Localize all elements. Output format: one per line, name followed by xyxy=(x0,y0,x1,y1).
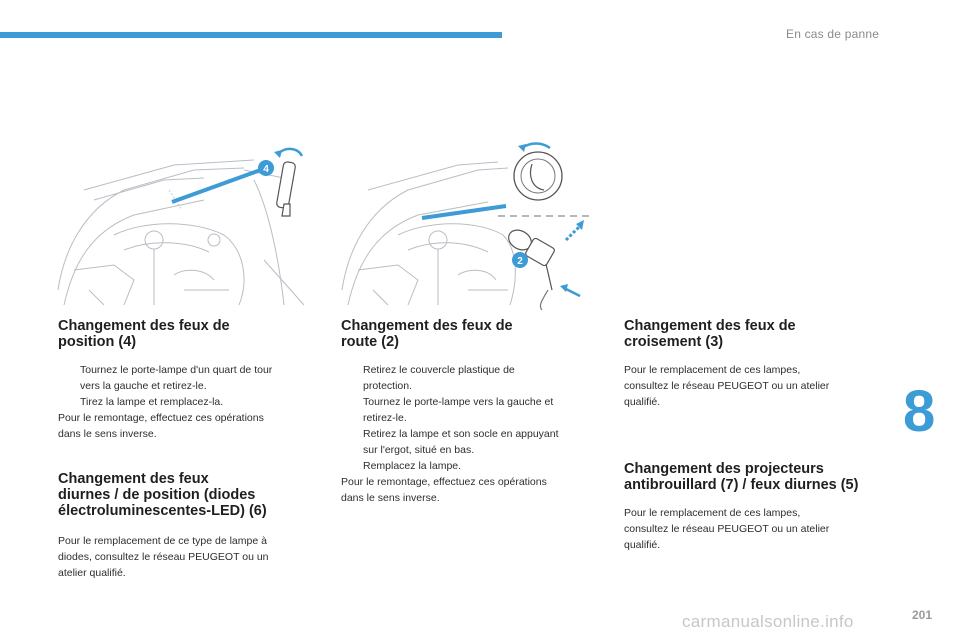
page-number: 201 xyxy=(912,608,933,622)
heading-fog-lamps: Changement des projecteurs antibrouillard (7) / feux diurnes (5) xyxy=(624,461,859,493)
bullet-item: Retirez la lampe et son socle en appuyant sur l'ergot, situé en bas. xyxy=(363,428,559,456)
heading-dipped-beam: Changement des feux de croisement (3) xyxy=(624,318,796,350)
illustration-position-lamp xyxy=(54,140,308,310)
bullet-item: Tournez le porte-lampe vers la gauche et retirez-le. xyxy=(363,396,554,424)
paragraph-reassembly: Pour le remontage, effectuez ces opérations dans le sens inverse. xyxy=(341,476,547,504)
column-daytime-lamps xyxy=(58,471,316,581)
bullet-item: Remplacez la lampe. xyxy=(363,460,462,472)
bullet-item: Retirez le couvercle plastique de protection. xyxy=(363,364,515,392)
paragraph-fog-lamps-info: Pour le remplacement de ces lampes, consultez le réseau PEUGEOT ou un atelier qualifié. xyxy=(624,507,830,551)
column-fog-lamps xyxy=(624,461,904,553)
section-title: En cas de panne xyxy=(786,27,880,41)
callout-badge-4: 4 xyxy=(263,164,269,175)
bullet-item: Tournez le porte-lampe d'un quart de tour vers la gauche et retirez-le. xyxy=(80,364,273,392)
callout-badge-2: 2 xyxy=(517,256,523,267)
paragraph-led-info: Pour le remplacement de ce type de lampe à diodes, consultez le réseau PEUGEOT ou un atelier qualifié. xyxy=(58,535,269,579)
paragraph-dipped-beam-info: Pour le remplacement de ces lampes, consultez le réseau PEUGEOT ou un atelier qualifié. xyxy=(624,364,830,408)
heading-high-beam: Changement des feux de route (2) xyxy=(341,318,513,350)
engine-bay-drawing-1 xyxy=(54,140,308,310)
bullet-item: Tirez la lampe et remplacez-la. xyxy=(80,396,224,408)
chapter-number: 8 xyxy=(903,379,936,444)
engine-bay-drawing-2 xyxy=(338,140,592,310)
column-position-lamps xyxy=(58,318,316,442)
illustration-high-beam-lamp xyxy=(338,140,592,310)
header-accent-bar xyxy=(0,32,502,38)
heading-daytime-led: Changement des feux diurnes / de position (diodes électroluminescentes-LED) (6) xyxy=(58,471,267,519)
paragraph-reassembly: Pour le remontage, effectuez ces opérations dans le sens inverse. xyxy=(58,412,264,440)
heading-position-lamps: Changement des feux de position (4) xyxy=(58,318,230,350)
watermark: carmanualsonline.info xyxy=(682,612,854,631)
column-dipped-beam xyxy=(624,318,882,410)
column-high-beam xyxy=(341,318,599,506)
